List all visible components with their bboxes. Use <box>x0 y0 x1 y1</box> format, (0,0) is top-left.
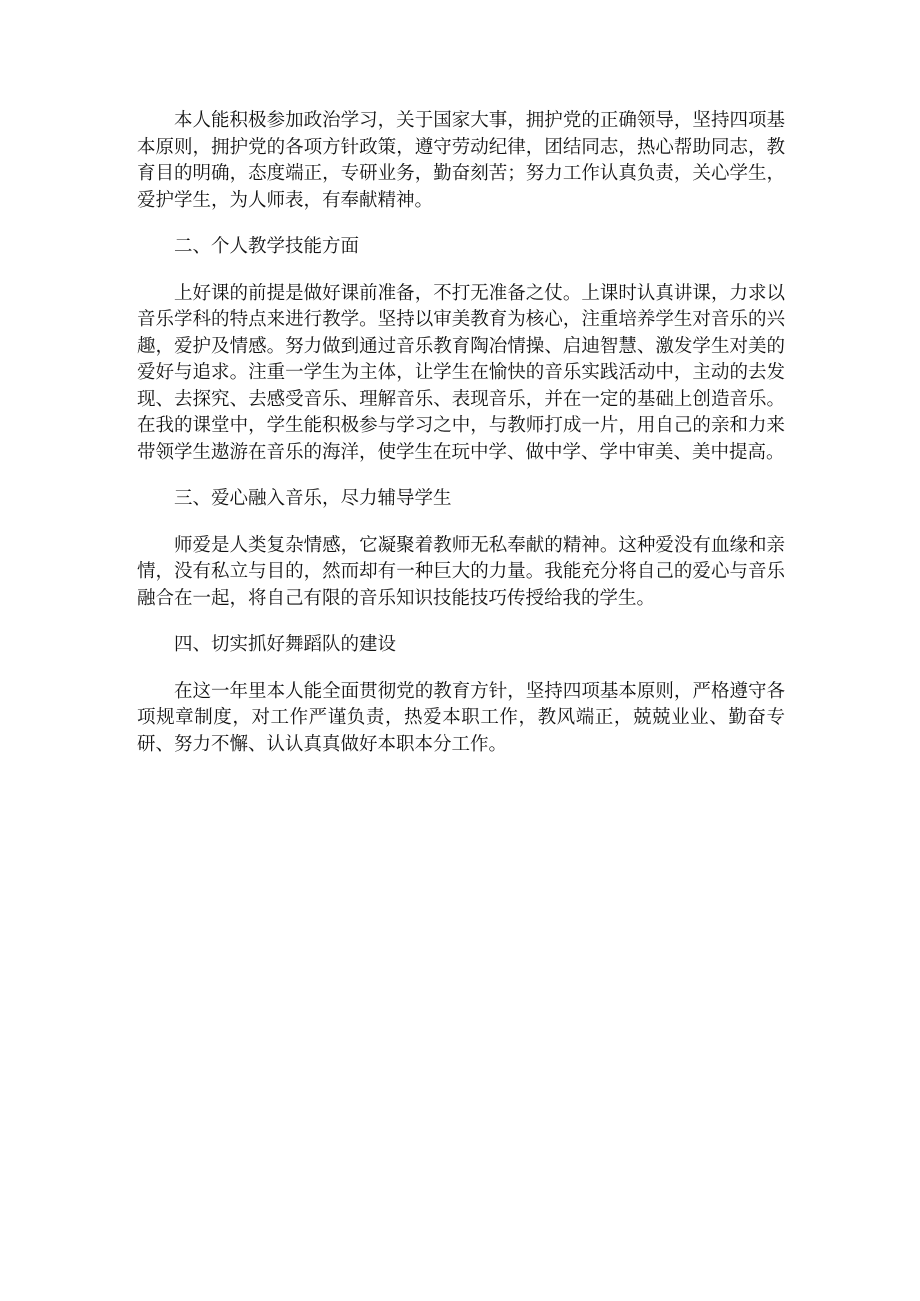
section-heading-dance-team: 四、切实抓好舞蹈队的建设 <box>174 634 397 655</box>
section-heading-love-music: 三、爱心融入音乐，尽力辅导学生 <box>174 488 452 509</box>
document-body <box>137 108 785 778</box>
section-heading-teaching-skills: 二、个人教学技能方面 <box>174 236 360 257</box>
paragraph-dance-team: 在这一年里本人能全面贯彻党的教育方针，坚持四项基本原则，严格遵守各项规章制度，对工作严谨负责，热爱本职工作，教风端正，兢兢业业、勤奋专研、努力不懈、认认真真做好本职本分工作。 <box>137 680 785 755</box>
paragraph-teaching-skills: 上好课的前提是做好课前准备，不打无准备之仗。上课时认真讲课，力求以音乐学科的特点来进行教学。坚持以审美教育为核心，注重培养学生对音乐的兴趣，爱护及情感。努力做到通过音乐教育陶冶情操、启迪智慧、激发学生对美的爱好与追求。注重一学生为主体，让学生在愉快的音乐实践活动中，主动的去发现、去探究、去感受音乐、理解音乐、表现音乐，并在一定的基础上创造音乐。在我的课堂中，学生能积极参与学习之中，与教师打成一片，用自己的亲和力来带领学生遨游在音乐的海洋，使学生在玩中学、做中学、学中审美、美中提高。 <box>137 282 785 463</box>
paragraph-love-music: 师爱是人类复杂情感，它凝聚着教师无私奉献的精神。这种爱没有血缘和亲情，没有私立与目的，然而却有一种巨大的力量。我能充分将自己的爱心与音乐融合在一起，将自己有限的音乐知识技能技巧传授给我的学生。 <box>137 534 785 609</box>
paragraph-political-study: 本人能积极参加政治学习，关于国家大事，拥护党的正确领导，坚持四项基本原则，拥护党的各项方针政策，遵守劳动纪律，团结同志，热心帮助同志，教育目的明确，态度端正，专研业务，勤奋刻苦；努力工作认真负责，关心学生，爱护学生，为人师表，有奉献精神。 <box>137 110 785 211</box>
